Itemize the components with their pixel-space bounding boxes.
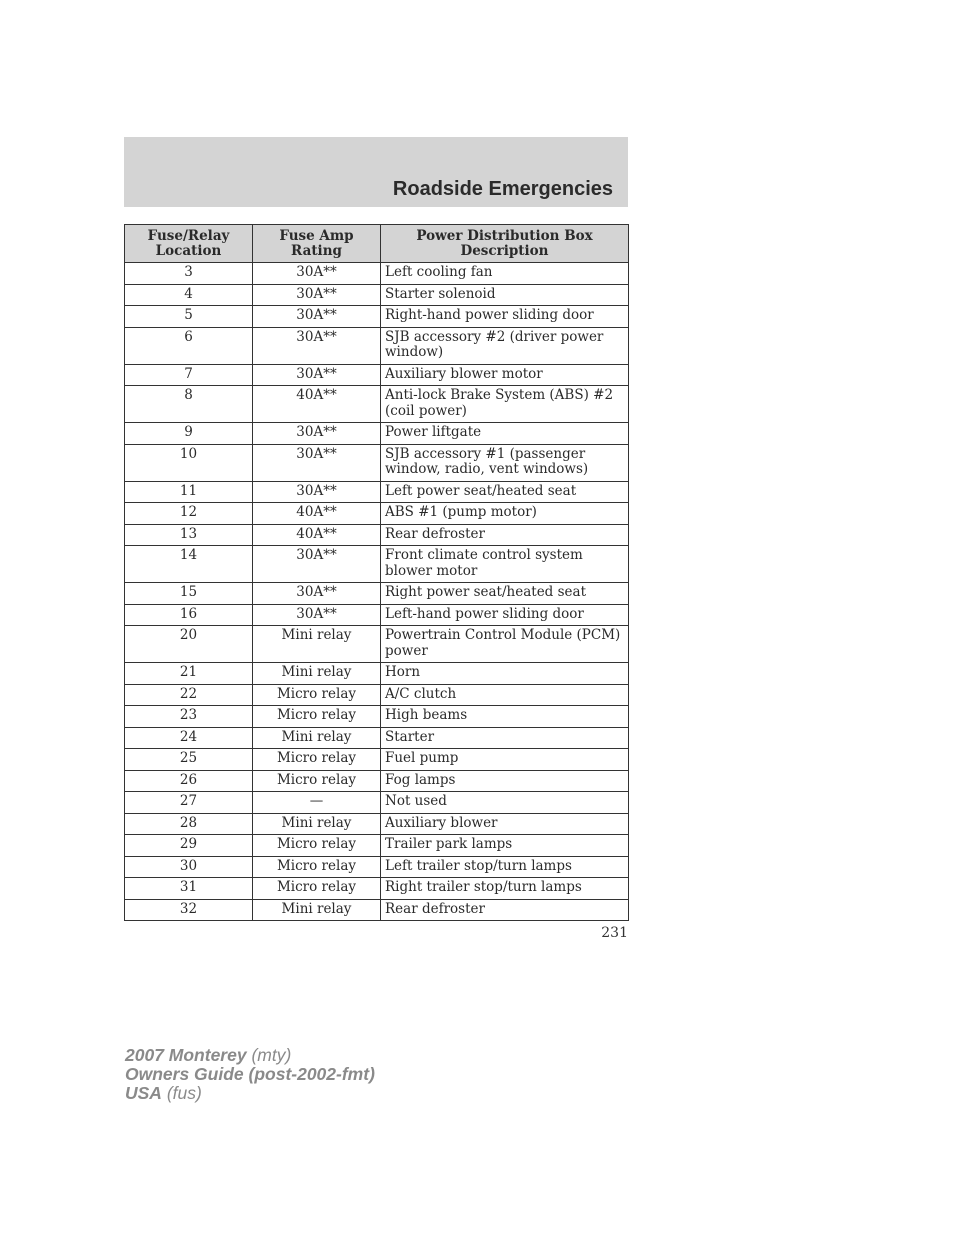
cell-description: Auxiliary blower xyxy=(381,813,629,835)
table-row xyxy=(125,749,629,771)
cell-location: 11 xyxy=(125,481,253,503)
footer-line-3 xyxy=(125,1084,375,1103)
page-number: 231 xyxy=(601,925,628,941)
cell-amp-rating: Micro relay xyxy=(253,835,381,857)
cell-amp-rating: 30A** xyxy=(253,444,381,481)
cell-location: 26 xyxy=(125,770,253,792)
cell-description: Fog lamps xyxy=(381,770,629,792)
cell-amp-rating: Micro relay xyxy=(253,856,381,878)
cell-description: Horn xyxy=(381,663,629,685)
cell-location: 24 xyxy=(125,727,253,749)
cell-amp-rating: 30A** xyxy=(253,263,381,285)
table-row xyxy=(125,524,629,546)
table-row xyxy=(125,663,629,685)
cell-location: 16 xyxy=(125,604,253,626)
cell-location: 28 xyxy=(125,813,253,835)
cell-amp-rating: Mini relay xyxy=(253,663,381,685)
cell-description: SJB accessory #2 (driver power window) xyxy=(381,327,629,364)
cell-location: 20 xyxy=(125,626,253,663)
footer-model: 2007 Monterey xyxy=(125,1045,247,1065)
cell-description: Left power seat/heated seat xyxy=(381,481,629,503)
cell-amp-rating: 40A** xyxy=(253,524,381,546)
cell-amp-rating: 40A** xyxy=(253,386,381,423)
table-row xyxy=(125,727,629,749)
table-row xyxy=(125,263,629,285)
table-row xyxy=(125,503,629,525)
cell-amp-rating: 30A** xyxy=(253,327,381,364)
cell-description: Fuel pump xyxy=(381,749,629,771)
footer-line-1 xyxy=(125,1046,375,1065)
footer-market: USA xyxy=(125,1083,162,1103)
table-row xyxy=(125,327,629,364)
cell-location: 8 xyxy=(125,386,253,423)
header-description: Power Distribution Box Description xyxy=(381,225,629,263)
cell-amp-rating: Mini relay xyxy=(253,626,381,663)
cell-amp-rating: Micro relay xyxy=(253,706,381,728)
cell-description: Powertrain Control Module (PCM) power xyxy=(381,626,629,663)
cell-description: Starter xyxy=(381,727,629,749)
cell-amp-rating: 30A** xyxy=(253,481,381,503)
cell-description: Front climate control system blower motor xyxy=(381,546,629,583)
cell-amp-rating: 30A** xyxy=(253,583,381,605)
cell-location: 30 xyxy=(125,856,253,878)
table-row xyxy=(125,813,629,835)
table-row xyxy=(125,706,629,728)
cell-amp-rating: 30A** xyxy=(253,604,381,626)
fuse-table-header xyxy=(125,225,629,263)
table-row xyxy=(125,444,629,481)
cell-amp-rating: 30A** xyxy=(253,546,381,583)
cell-location: 6 xyxy=(125,327,253,364)
cell-amp-rating: 30A** xyxy=(253,364,381,386)
table-row xyxy=(125,386,629,423)
cell-amp-rating: Micro relay xyxy=(253,878,381,900)
header-row xyxy=(125,225,629,263)
footer xyxy=(125,1046,375,1103)
cell-description: SJB accessory #1 (passenger window, radio, vent windows) xyxy=(381,444,629,481)
table-row xyxy=(125,770,629,792)
table-row xyxy=(125,835,629,857)
cell-amp-rating: 30A** xyxy=(253,284,381,306)
table-row xyxy=(125,306,629,328)
cell-amp-rating: Micro relay xyxy=(253,684,381,706)
cell-location: 7 xyxy=(125,364,253,386)
cell-description: Power liftgate xyxy=(381,423,629,445)
cell-description: Rear defroster xyxy=(381,524,629,546)
table-row xyxy=(125,481,629,503)
table-row xyxy=(125,583,629,605)
fuse-table-body xyxy=(125,263,629,921)
cell-location: 13 xyxy=(125,524,253,546)
cell-location: 22 xyxy=(125,684,253,706)
cell-location: 23 xyxy=(125,706,253,728)
cell-description: Rear defroster xyxy=(381,899,629,921)
cell-amp-rating: 30A** xyxy=(253,306,381,328)
cell-location: 10 xyxy=(125,444,253,481)
fuse-table xyxy=(124,224,629,921)
cell-location: 14 xyxy=(125,546,253,583)
section-header-band xyxy=(124,137,628,207)
cell-location: 29 xyxy=(125,835,253,857)
header-location: Fuse/Relay Location xyxy=(125,225,253,263)
cell-location: 4 xyxy=(125,284,253,306)
cell-location: 5 xyxy=(125,306,253,328)
cell-amp-rating: — xyxy=(253,792,381,814)
cell-amp-rating: Micro relay xyxy=(253,749,381,771)
cell-description: Right-hand power sliding door xyxy=(381,306,629,328)
footer-line-2 xyxy=(125,1065,375,1084)
table-row xyxy=(125,364,629,386)
cell-description: Not used xyxy=(381,792,629,814)
cell-amp-rating: 40A** xyxy=(253,503,381,525)
cell-description: Trailer park lamps xyxy=(381,835,629,857)
cell-description: A/C clutch xyxy=(381,684,629,706)
cell-description: Left-hand power sliding door xyxy=(381,604,629,626)
cell-location: 15 xyxy=(125,583,253,605)
cell-amp-rating: Micro relay xyxy=(253,770,381,792)
cell-description: Right power seat/heated seat xyxy=(381,583,629,605)
cell-description: Left trailer stop/turn lamps xyxy=(381,856,629,878)
cell-location: 9 xyxy=(125,423,253,445)
cell-amp-rating: Mini relay xyxy=(253,727,381,749)
cell-location: 27 xyxy=(125,792,253,814)
cell-location: 25 xyxy=(125,749,253,771)
table-row xyxy=(125,423,629,445)
section-title: Roadside Emergencies xyxy=(392,178,613,200)
table-row xyxy=(125,899,629,921)
table-row xyxy=(125,856,629,878)
table-row xyxy=(125,792,629,814)
cell-description: Right trailer stop/turn lamps xyxy=(381,878,629,900)
table-row xyxy=(125,626,629,663)
cell-location: 12 xyxy=(125,503,253,525)
cell-description: Starter solenoid xyxy=(381,284,629,306)
cell-location: 3 xyxy=(125,263,253,285)
table-row xyxy=(125,878,629,900)
header-amp-rating: Fuse Amp Rating xyxy=(253,225,381,263)
cell-amp-rating: 30A** xyxy=(253,423,381,445)
cell-description: High beams xyxy=(381,706,629,728)
cell-description: Auxiliary blower motor xyxy=(381,364,629,386)
table-row xyxy=(125,284,629,306)
table-row xyxy=(125,604,629,626)
table-row xyxy=(125,684,629,706)
footer-model-code: (mty) xyxy=(251,1045,292,1065)
cell-amp-rating: Mini relay xyxy=(253,899,381,921)
cell-description: Left cooling fan xyxy=(381,263,629,285)
footer-guide: Owners Guide (post-2002-fmt) xyxy=(125,1064,375,1084)
cell-location: 32 xyxy=(125,899,253,921)
table-row xyxy=(125,546,629,583)
footer-market-code: (fus) xyxy=(166,1083,202,1103)
cell-location: 21 xyxy=(125,663,253,685)
cell-description: Anti-lock Brake System (ABS) #2 (coil power) xyxy=(381,386,629,423)
cell-description: ABS #1 (pump motor) xyxy=(381,503,629,525)
cell-location: 31 xyxy=(125,878,253,900)
cell-amp-rating: Mini relay xyxy=(253,813,381,835)
